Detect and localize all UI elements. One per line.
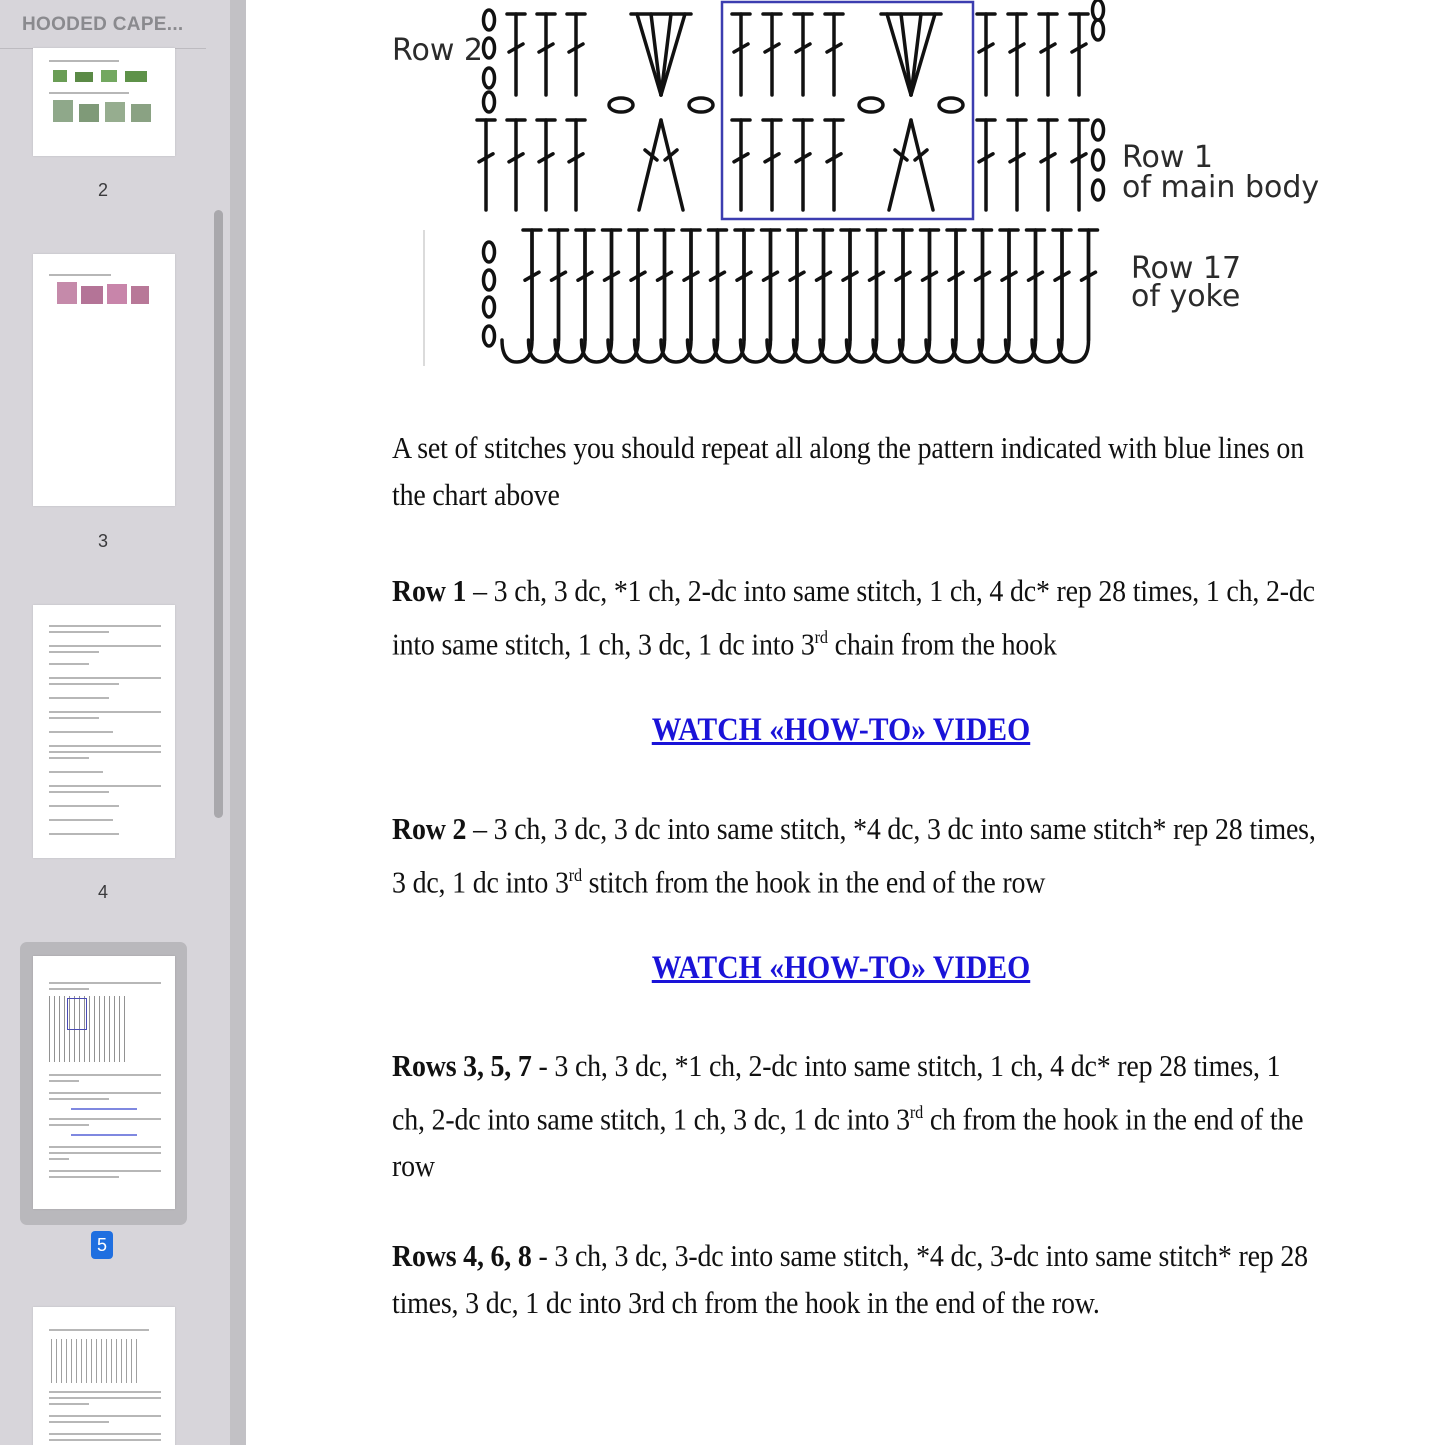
- row-2-text: – 3 ch, 3 dc, 3 dc into same stitch, *4 dc, 3 dc into same stitch* rep 28 times, 3 dc, 1 dc into 3: [392, 811, 1316, 900]
- chain-stitch: [609, 98, 633, 112]
- rows-4-6-8-heading: Rows 4, 6, 8: [392, 1238, 532, 1273]
- page-number-2[interactable]: 2: [97, 180, 108, 200]
- thumbnail-chart: [49, 996, 161, 1066]
- chain-stitch: [1093, 120, 1104, 140]
- rows-3-5-7-heading: Rows 3, 5, 7: [392, 1048, 532, 1083]
- intro-paragraph: [392, 424, 1319, 518]
- sidebar-divider[interactable]: [230, 0, 246, 1445]
- row-17-sublabel: of yoke: [1131, 279, 1241, 314]
- row-2-text-end: stitch from the hook in the end of the row: [581, 864, 1046, 900]
- shell-leg: [661, 120, 683, 210]
- shell-leg: [889, 120, 911, 210]
- page-thumbnail-4[interactable]: [33, 605, 175, 858]
- chain-stitch: [484, 68, 495, 88]
- page-thumbnail-5[interactable]: [33, 956, 175, 1209]
- chain-stitch: [939, 98, 963, 112]
- chain-stitch: [1093, 180, 1104, 200]
- rows-3-5-7-text-end: ch from the hook in the end of the row: [392, 1101, 1304, 1184]
- page-number-4[interactable]: 4: [97, 882, 108, 902]
- chain-stitch: [484, 326, 495, 346]
- chain-stitch: [484, 10, 495, 30]
- chain-stitch: [484, 297, 495, 317]
- crochet-chart: [246, 0, 1445, 380]
- rows-3-5-7-instruction: [392, 1042, 1319, 1189]
- page-number-3[interactable]: 3: [97, 531, 108, 551]
- chain-stitch: [1093, 20, 1104, 40]
- row-1-heading: Row 1: [392, 573, 467, 608]
- video-link-row-2[interactable]: WATCH «HOW-TO» VIDEO: [651, 950, 1031, 986]
- rows-4-6-8-text: - 3 ch, 3 dc, 3-dc into same stitch, *4 dc, 3-dc into same stitch* rep 28 times, 3 dc, 1 dc into 3rd ch from the hook in the end of the row.: [392, 1238, 1308, 1320]
- rows-3-5-7-text: - 3 ch, 3 dc, *1 ch, 2-dc into same stitch, 1 ch, 4 dc* rep 28 times, 1 ch, 2-dc into same stitch, 1 ch, 3 dc, 1 dc into 3: [392, 1048, 1281, 1137]
- sidebar-scroll-thumb[interactable]: [214, 210, 223, 818]
- shell-leg: [911, 120, 933, 210]
- rows-3-5-7-superscript: rd: [909, 1102, 924, 1122]
- page-thumbnail-3[interactable]: [33, 254, 175, 506]
- row-1-text: – 3 ch, 3 dc, *1 ch, 2-dc into same stitch, 1 ch, 4 dc* rep 28 times, 1 ch, 2-dc into same stitch, 1 ch, 3 dc, 1 dc into 3: [392, 573, 1315, 662]
- thumbnail-image-strip: [53, 100, 153, 122]
- row-2-label: Row 2: [392, 33, 484, 68]
- thumbnail-image-strip: [53, 70, 153, 84]
- row-2-heading: Row 2: [392, 811, 467, 846]
- row-1-superscript: rd: [814, 627, 828, 647]
- intro-text: A set of stitches you should repeat all along the pattern indicated with blue lines on the chart above: [392, 430, 1304, 512]
- video-link-row-1[interactable]: WATCH «HOW-TO» VIDEO: [651, 712, 1031, 748]
- chain-stitch: [484, 92, 495, 112]
- row-2-superscript: rd: [568, 865, 582, 885]
- chain-stitch: [484, 38, 495, 58]
- thumbnail-chart: [51, 1339, 141, 1383]
- document-page[interactable]: [246, 0, 1445, 1445]
- chain-stitch: [484, 242, 495, 262]
- page-thumbnail-6[interactable]: [33, 1307, 175, 1445]
- rows-4-6-8-instruction: [392, 1232, 1319, 1326]
- document-title: HOODED CAPE...: [22, 14, 184, 35]
- stitch-symbols: [477, 0, 1104, 362]
- thumbnail-image-strip: [57, 282, 151, 306]
- repeat-box: [722, 2, 973, 219]
- chain-stitch: [859, 98, 883, 112]
- page-number-5[interactable]: 5: [91, 1231, 113, 1259]
- chain-stitch: [689, 98, 713, 112]
- chain-stitch: [1093, 150, 1104, 170]
- page-thumbnail-2[interactable]: [33, 48, 175, 156]
- chain-stitch: [1093, 0, 1104, 20]
- row-17-label: Row 17: [1131, 251, 1242, 286]
- chain-stitch: [484, 270, 495, 290]
- row-2-instruction: [392, 805, 1319, 905]
- row-1-sublabel: of main body: [1122, 170, 1320, 205]
- row-1-text-end: chain from the hook: [827, 626, 1057, 662]
- shell-leg: [639, 120, 661, 210]
- thumbnail-sidebar[interactable]: [0, 0, 230, 1445]
- row-1-label: Row 1: [1122, 140, 1214, 175]
- row-1-instruction: [392, 567, 1319, 667]
